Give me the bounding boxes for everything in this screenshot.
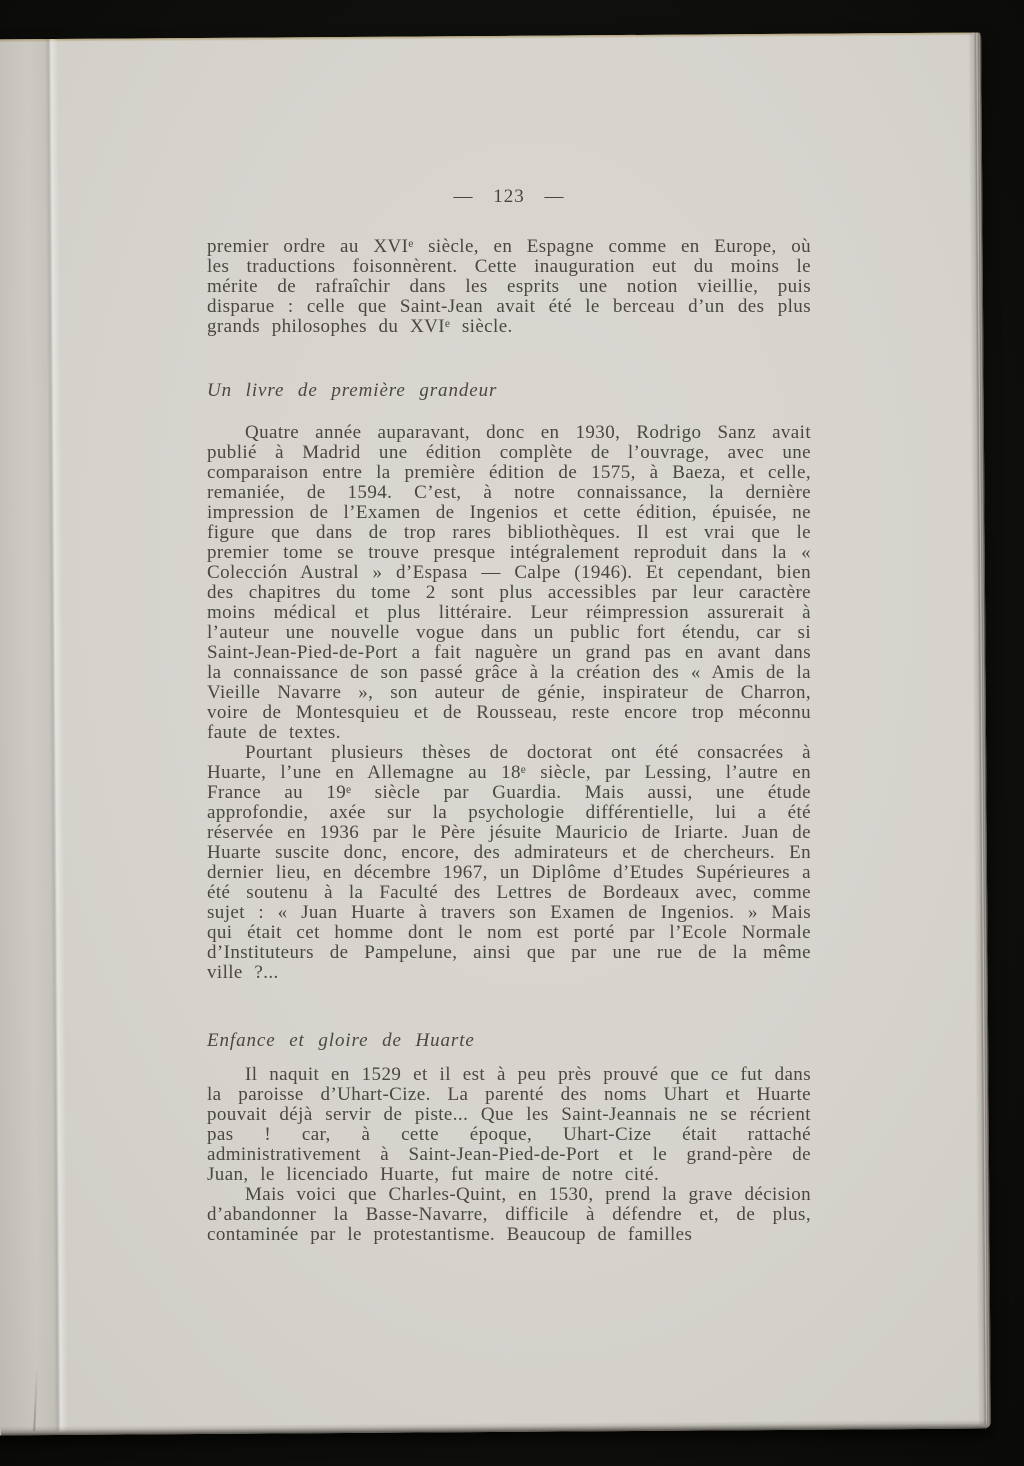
continuation-paragraph: premier ordre au XVIᵉ siècle, en Espagne comme en Europe, où les traductions foisonnèrent. Cette inauguration eut du moins le mérite de rafraîchir dans les esprits une notion vieillie, puis disparue : celle que Saint-Jean avait été le berceau d’un des plus grands philosophes du XVIᵉ siècle. [207, 236, 811, 337]
page-stack-right-edge [968, 33, 991, 1429]
paragraph: Pourtant plusieurs thèses de doctorat ont été consacrées à Huarte, l’une en Allemagne au 18ᵉ siècle, par Lessing, l’autre en France au 19ᵉ siècle par Guardia. Mais aussi, une étude approfondie, axée sur la psychologie différentielle, lui a été réservée en 1936 par le Père jésuite Mauricio de Iriarte. Juan de Huarte suscite donc, encore, des admirateurs et de chercheurs. En dernier lieu, en décembre 1967, un Diplôme d’Etudes Supérieures a été soutenu à la Faculté des Lettres de Bordeaux avec, comme sujet : « Juan Huarte à travers son Examen de Ingenios. » Mais qui était cet homme dont le nom est porté par l’Ecole Normale d’Instituteurs de Pampelune, ainsi que par une rue de la même ville ?... [207, 742, 811, 983]
page-stack-bottom-edge [1, 1419, 991, 1435]
paragraph: Mais voici que Charles-Quint, en 1530, prend la grave décision d’abandonner la Basse-Navarre, difficile à défendre et, de plus, contaminée par le protestantisme. Beaucoup de familles [207, 1184, 811, 1245]
paragraph: Quatre année auparavant, donc en 1930, Rodrigo Sanz avait publié à Madrid une édition complète de l’ouvrage, avec une comparaison entre la première édition de 1575, à Baeza, et celle, remaniée, de 1594. C’est, à notre connaissance, la dernière impression de l’Examen de Ingenios et cette édition, épuisée, ne figure que dans de trop rares bibliothèques. Il est vrai que le premier tome se trouve presque intégralement reproduit dans la « Colección Austral » d’Espasa — Calpe (1946). Et cependant, bien des chapitres du tome 2 sont plus accessibles par leur caractère moins médical et plus littéraire. Leur réimpression assurerait à l’auteur une nouvelle vogue dans un public fort étendu, car si Saint-Jean-Pied-de-Port a fait naguère un grand pas en avant dans la connaissance de son passé grâce à la création des « Amis de la Vieille Navarre », son auteur de génie, inspirateur de Charron, voire de Montesquieu et de Rousseau, reste encore trop méconnu faute de textes. [207, 422, 811, 743]
page-top-edge [0, 33, 981, 43]
page-content [207, 187, 811, 1245]
section-heading-enfance: Enfance et gloire de Huarte [207, 1030, 475, 1051]
paragraph: Il naquit en 1529 et il est à peu près prouvé que ce fut dans la paroisse d’Uhart-Cize. La parenté des noms Uhart et Huarte pouvait déjà servir de piste... Que les Saint-Jeannais ne se récrient pas ! car, à cette époque, Uhart-Cize était rattaché administrativement à Saint-Jean-Pied-de-Port et le grand-père de Juan, le licenciado Huarte, fut maire de notre cité. [207, 1064, 811, 1185]
page-number: — 123 — [453, 186, 565, 207]
binding-gutter-shadow [0, 39, 83, 1436]
section-heading-un-livre: Un livre de première grandeur [207, 380, 498, 401]
